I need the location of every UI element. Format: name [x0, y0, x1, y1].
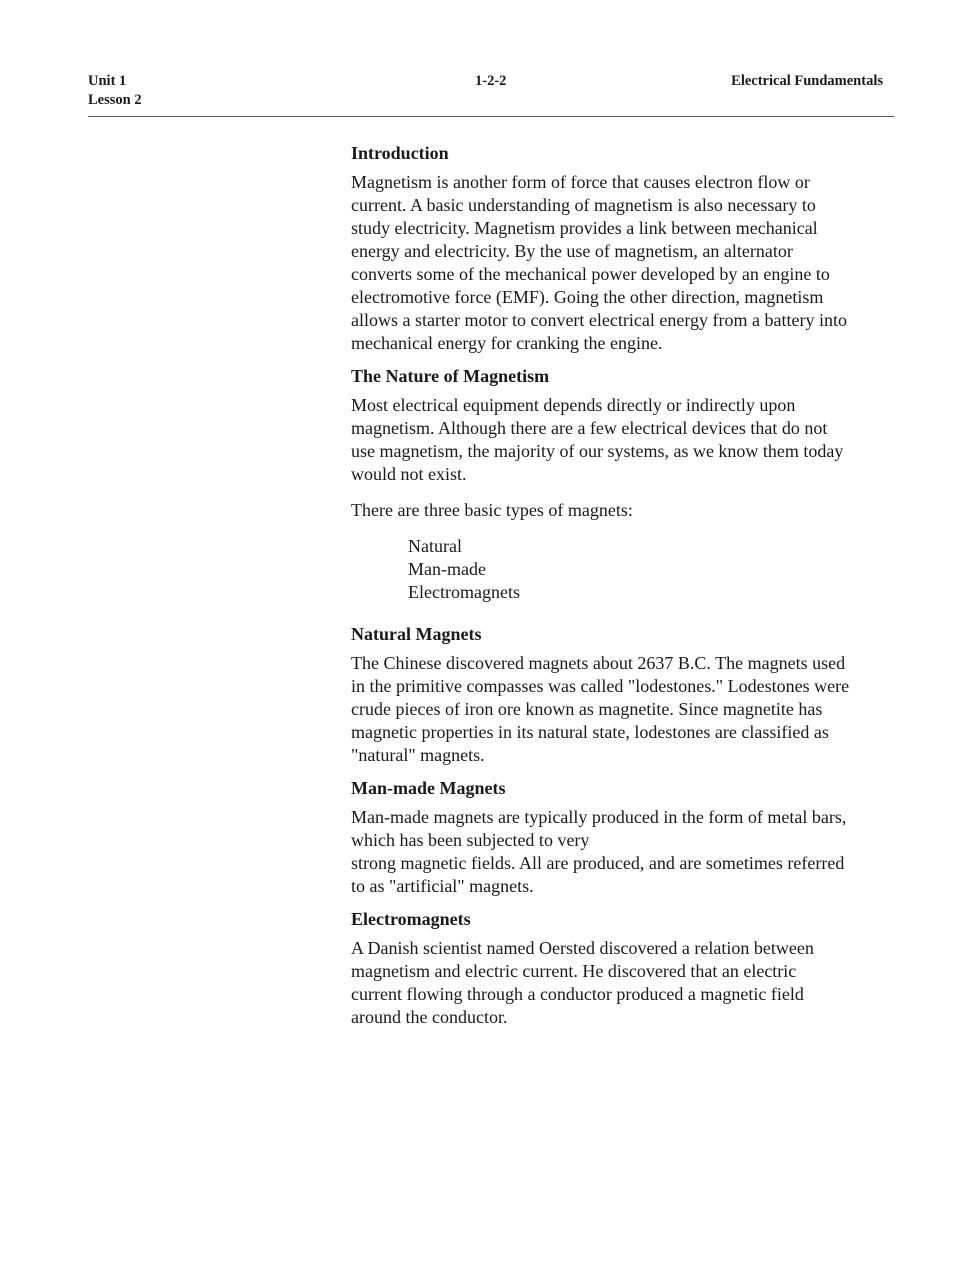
text-line: Magnetism is another form of force that causes electron flow or — [351, 172, 810, 192]
manmade-magnets-paragraph — [351, 806, 906, 898]
document-body — [351, 142, 906, 1039]
text-line: around the conductor. — [351, 1007, 508, 1027]
text-line: strong magnetic fields. All are produced, and are sometimes referred — [351, 853, 845, 873]
list-item: Natural — [408, 536, 462, 556]
text-line: Man-made magnets are typically produced in the form of metal bars, — [351, 807, 847, 827]
nature-heading: The Nature of Magnetism — [351, 366, 550, 386]
text-line: converts some of the mechanical power developed by an engine to — [351, 264, 830, 284]
introduction-paragraph — [351, 171, 906, 355]
list-item: Man-made — [408, 559, 486, 579]
text-line: would not exist. — [351, 464, 467, 484]
text-line: study electricity. Magnetism provides a link between mechanical — [351, 218, 818, 238]
nature-paragraph — [351, 394, 906, 486]
electromagnets-heading: Electromagnets — [351, 909, 471, 929]
text-line: to as "artificial" magnets. — [351, 876, 534, 896]
text-line: current flowing through a conductor produced a magnetic field — [351, 984, 804, 1004]
page-number: 1-2-2 — [475, 73, 507, 89]
lesson-label: Lesson 2 — [88, 92, 142, 108]
text-line: energy and electricity. By the use of magnetism, an alternator — [351, 241, 793, 261]
electromagnets-paragraph — [351, 937, 906, 1029]
text-line: which has been subjected to very — [351, 830, 590, 850]
text-line: Most electrical equipment depends directly or indirectly upon — [351, 395, 796, 415]
magnet-types-list — [408, 535, 906, 604]
text-line: crude pieces of iron ore known as magnetite. Since magnetite has — [351, 699, 823, 719]
introduction-heading: Introduction — [351, 143, 449, 163]
text-line: The Chinese discovered magnets about 2637 B.C. The magnets used — [351, 653, 846, 673]
text-line: A Danish scientist named Oersted discovered a relation between — [351, 938, 814, 958]
text-line: magnetism. Although there are a few electrical devices that do not — [351, 418, 828, 438]
list-item: Electromagnets — [408, 582, 520, 602]
manmade-magnets-heading: Man-made Magnets — [351, 778, 506, 798]
natural-magnets-heading: Natural Magnets — [351, 624, 482, 644]
unit-label: Unit 1 — [88, 73, 127, 89]
unit-lesson-label — [88, 72, 142, 110]
natural-magnets-paragraph — [351, 652, 906, 767]
text-line: use magnetism, the majority of our systems, as we know them today — [351, 441, 844, 461]
text-line: allows a starter motor to convert electrical energy from a battery into — [351, 310, 847, 330]
magnet-types-intro: There are three basic types of magnets: — [351, 500, 633, 520]
text-line: magnetism and electric current. He discovered that an electric — [351, 961, 797, 981]
text-line: "natural" magnets. — [351, 745, 485, 765]
page-header — [88, 70, 894, 117]
text-line: mechanical energy for cranking the engine. — [351, 333, 663, 353]
text-line: electromotive force (EMF). Going the other direction, magnetism — [351, 287, 824, 307]
text-line: in the primitive compasses was called "lodestones." Lodestones were — [351, 676, 850, 696]
text-line: current. A basic understanding of magnetism is also necessary to — [351, 195, 816, 215]
text-line: magnetic properties in its natural state, lodestones are classified as — [351, 722, 829, 742]
course-title: Electrical Fundamentals — [731, 73, 883, 89]
